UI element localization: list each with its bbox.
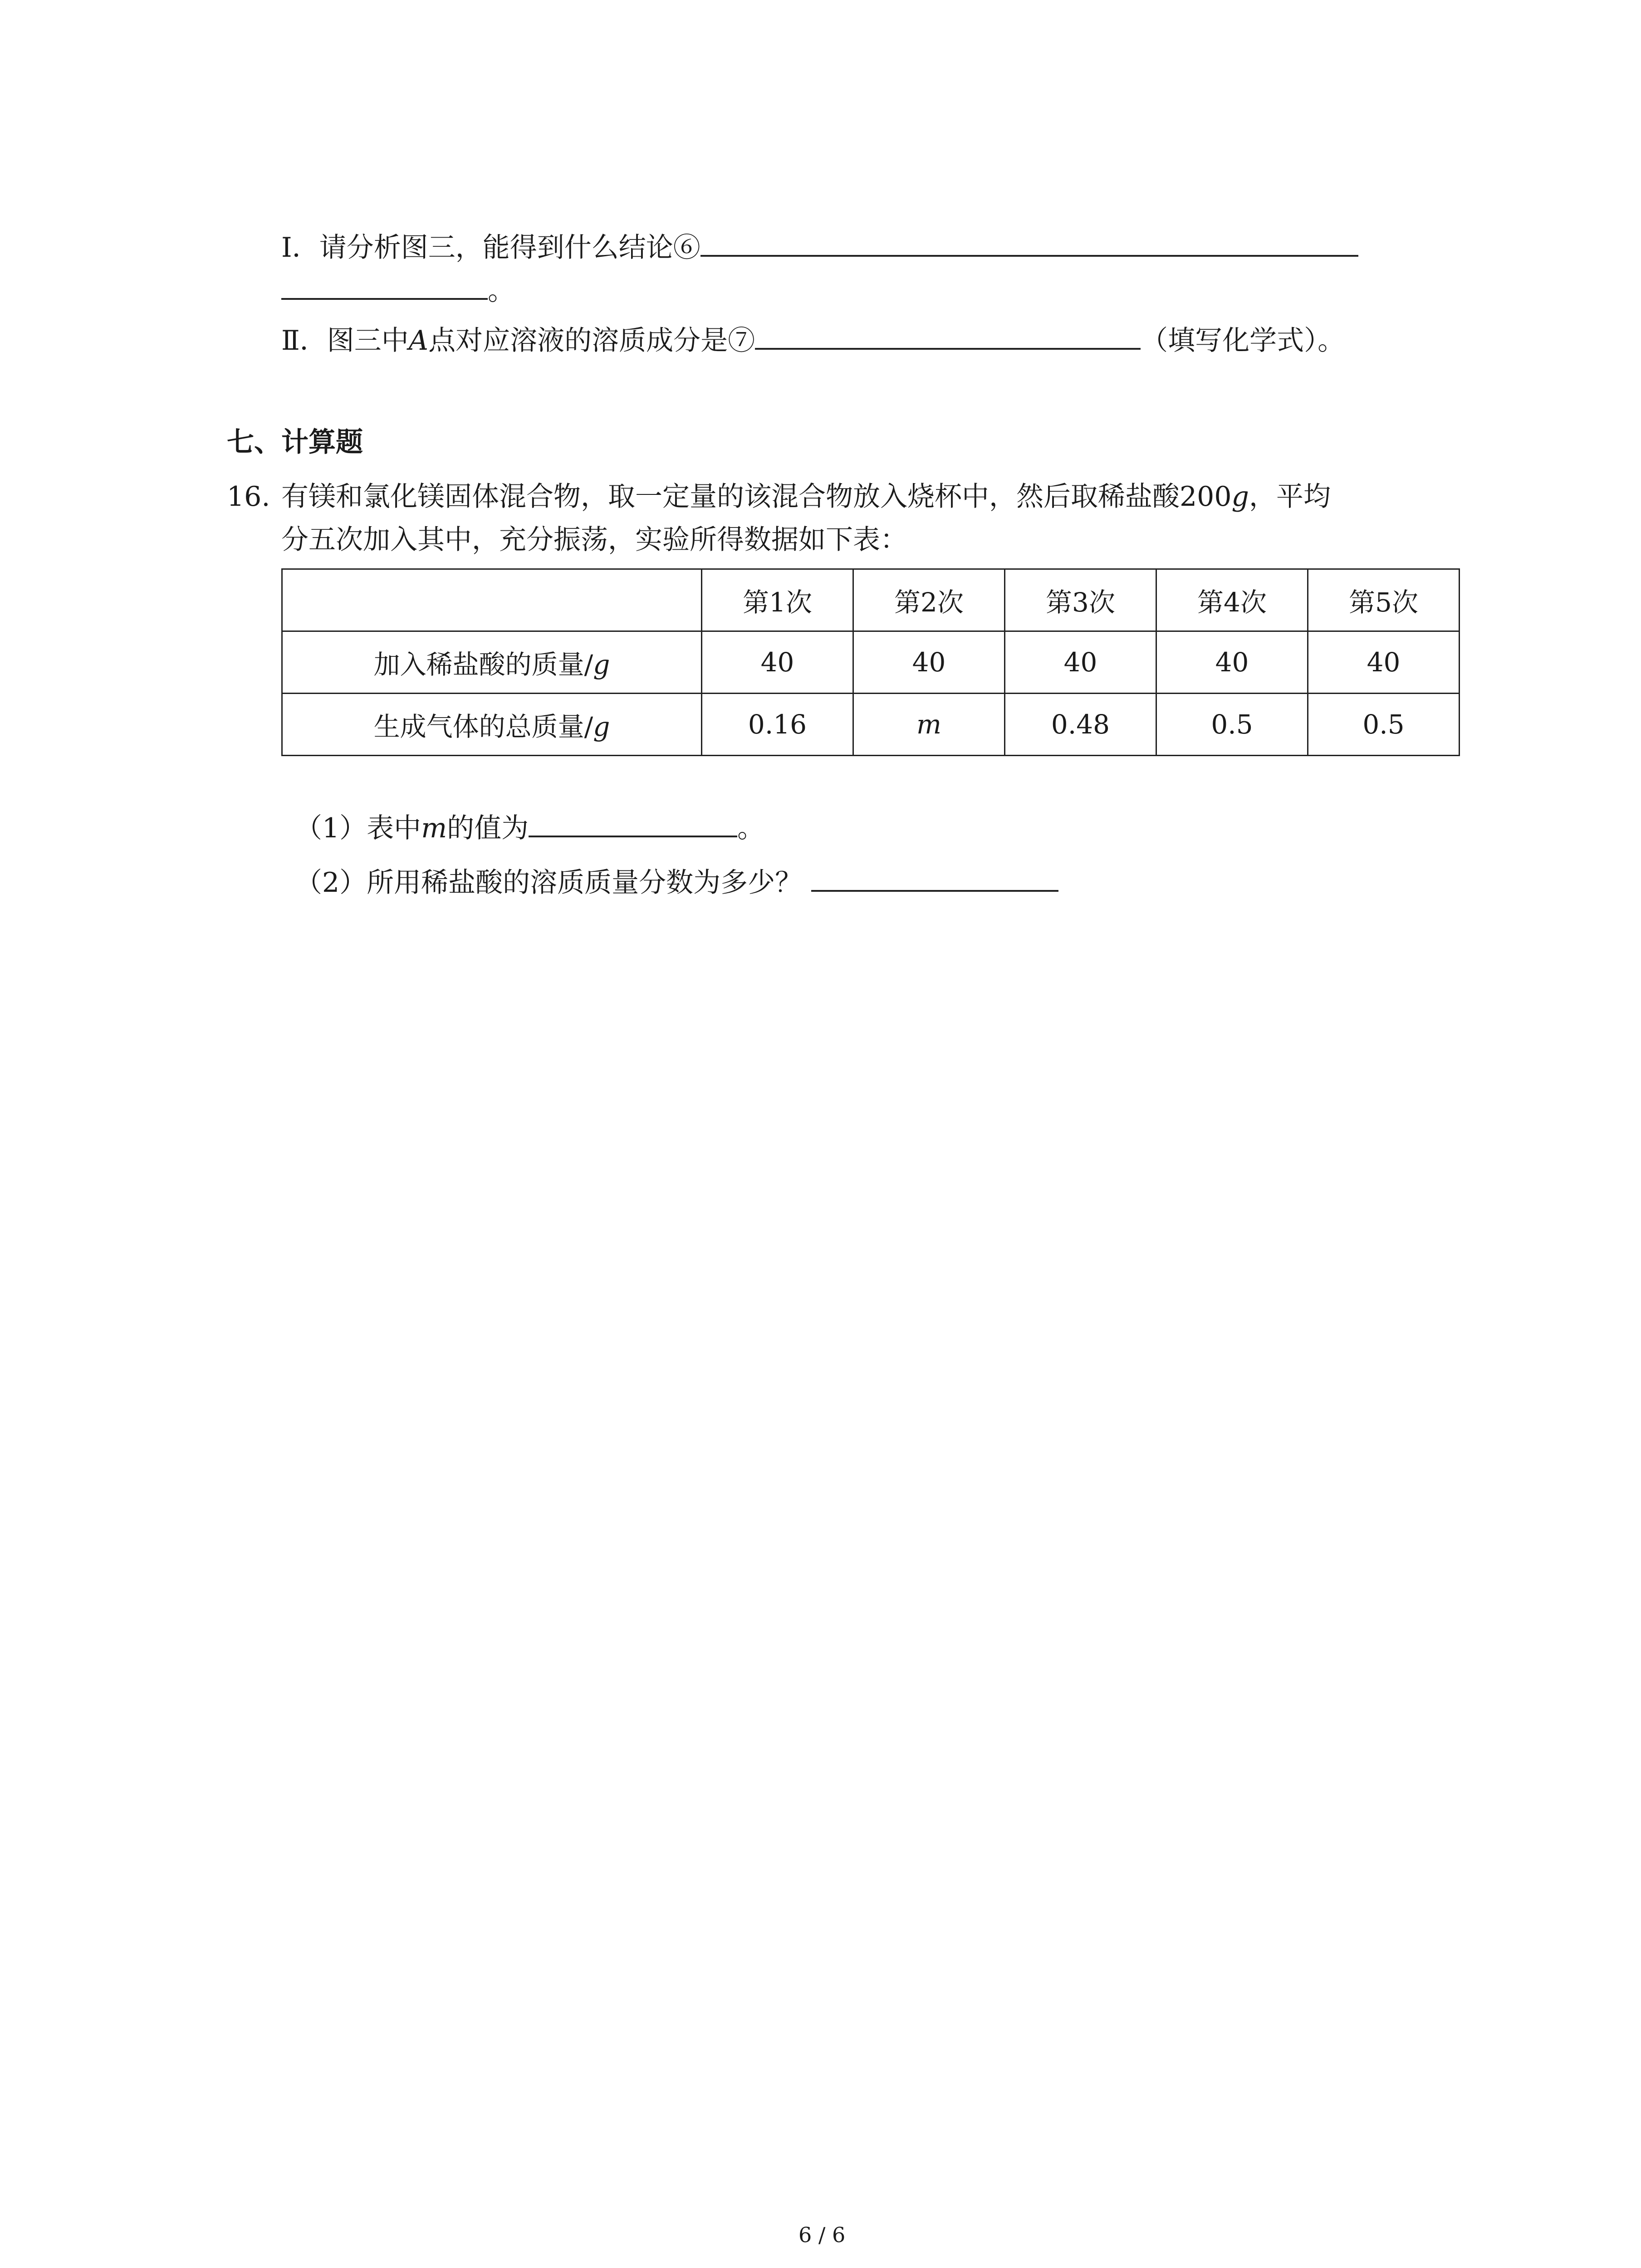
table-header-row: [282, 569, 1460, 631]
section-title: 七、计算题: [227, 426, 363, 458]
answer-blank-m[interactable]: [529, 807, 737, 837]
row-label-acid-mass: 加入稀盐酸的质量/g: [282, 631, 702, 694]
variable-m: m: [421, 812, 447, 844]
table-row: [282, 631, 1460, 694]
table-header-cell: 第3次: [1005, 569, 1156, 631]
table-cell: 40: [853, 631, 1005, 694]
table-cell: 0.48: [1005, 694, 1156, 756]
page-number: 6 / 6: [798, 2223, 846, 2247]
table-header-cell: 第4次: [1156, 569, 1308, 631]
solute-prompt-suffix: （填写化学式）。: [1141, 325, 1345, 357]
table-cell: 0.5: [1156, 694, 1308, 756]
question-text-part: ，平均: [1249, 481, 1331, 513]
solute-line: [281, 320, 1345, 359]
conclusion-line: [281, 227, 1358, 266]
sub1-text: 的值为: [447, 812, 529, 844]
solute-prompt-mid: 点对应溶液的溶质成分是⑦: [428, 325, 755, 357]
sub-question-1: [295, 807, 764, 846]
table-header-cell: 第5次: [1308, 569, 1460, 631]
row-label-gas-mass: 生成气体的总质量/g: [282, 694, 702, 756]
answer-blank-fraction[interactable]: [811, 862, 1058, 892]
sub-question-2: [295, 862, 1058, 901]
conclusion-prompt: Ⅰ．请分析图三，能得到什么结论⑥: [281, 232, 700, 264]
table-cell: 40: [1005, 631, 1156, 694]
table-cell: 40: [702, 631, 853, 694]
solute-prompt-pre: Ⅱ．图三中: [281, 325, 409, 357]
answer-blank-6[interactable]: [700, 227, 1358, 257]
period: 。: [737, 812, 765, 844]
question-text-line1: [281, 479, 1331, 515]
question-text-line2: 分五次加入其中，充分振荡，实验所得数据如下表：: [281, 524, 907, 556]
point-label: A: [408, 325, 429, 357]
answer-blank-6-cont[interactable]: [281, 270, 488, 300]
question-number: 16.: [227, 481, 270, 513]
table-cell: 0.16: [702, 694, 853, 756]
answer-blank-7[interactable]: [755, 320, 1141, 350]
table-row: [282, 694, 1460, 756]
table-header-cell: 第1次: [702, 569, 853, 631]
table-cell: 40: [1156, 631, 1308, 694]
conclusion-line-cont: [281, 270, 515, 309]
data-table: [281, 568, 1460, 756]
table-header-cell: 第2次: [853, 569, 1005, 631]
sub1-text: （1）表中: [295, 812, 421, 844]
sub2-text: （2）所用稀盐酸的溶质质量分数为多少？: [295, 867, 803, 899]
unit-g: g: [1231, 481, 1249, 513]
table-cell: 0.5: [1308, 694, 1460, 756]
question-text-part: 有镁和氯化镁固体混合物，取一定量的该混合物放入烧杯中，然后取稀盐酸200: [281, 481, 1232, 513]
table-header-cell: [282, 569, 702, 631]
table-cell: m: [853, 694, 1005, 756]
period: 。: [488, 275, 515, 307]
table-cell: 40: [1308, 631, 1460, 694]
